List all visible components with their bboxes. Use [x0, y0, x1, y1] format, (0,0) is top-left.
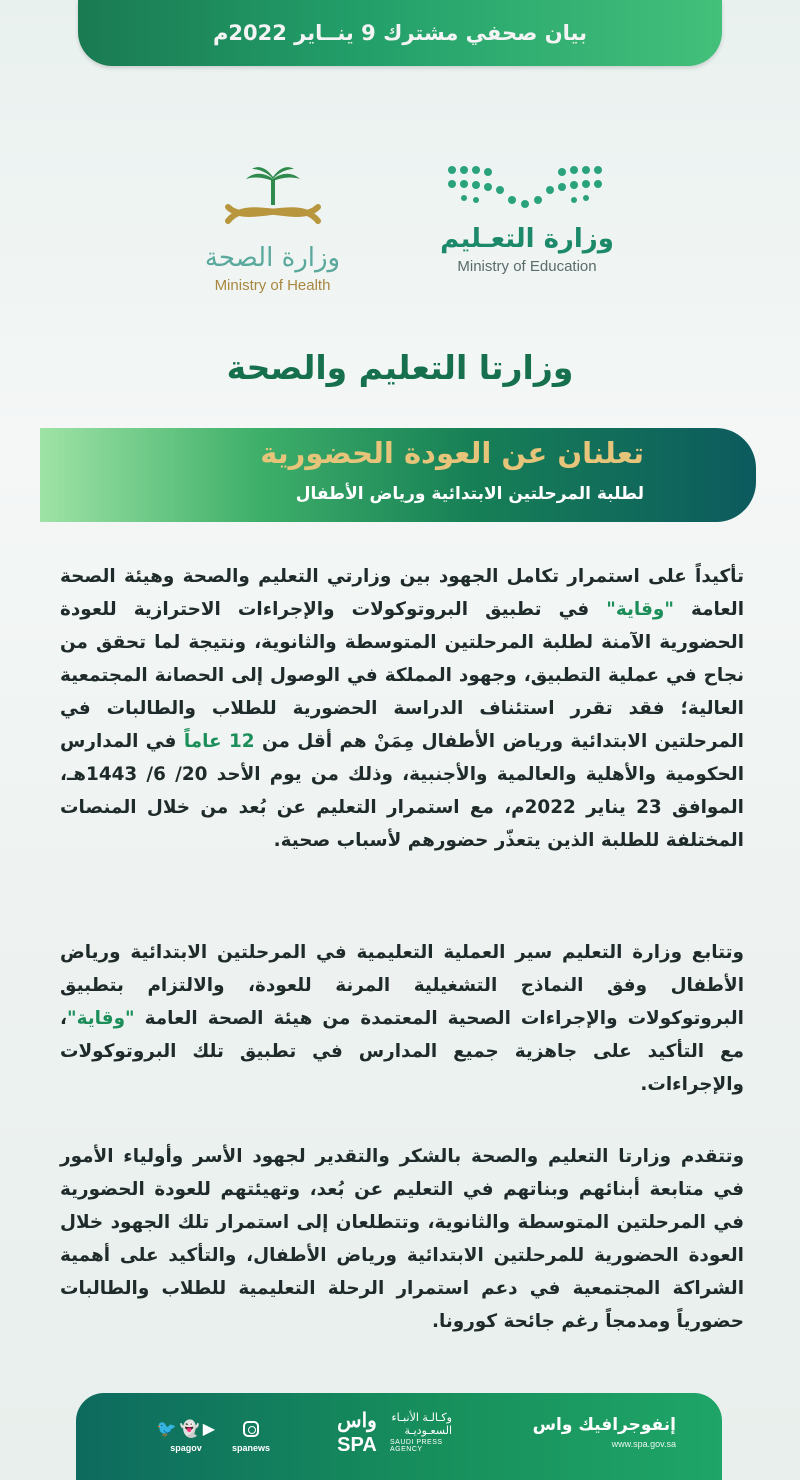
p1-text-a: تأكيداً على استمرار تكامل الجهود بين وزارتي التعليم والصحة وهيئة الصحة العامة	[60, 566, 745, 620]
footer-bar	[76, 1393, 722, 1480]
page-title: وزارتا التعليم والصحة	[226, 348, 574, 387]
date-banner	[78, 0, 722, 66]
social-spagov[interactable]	[156, 1419, 216, 1453]
footer-info	[533, 1415, 676, 1449]
paragraph-3: وتتقدم وزارتا التعليم والصحة بالشكر والتقدير لجهود الأسر وأولياء الأمور في متابعة أبنائهم وبناتهم في التعليم عن بُعد، وتهيئتهم للعودة الحضورية في المرحلتين المتوسطة والثانوية، وتتطلعان إلى استمرار تلك الجهود خلال العودة الحضورية للمرحلتين الابتدائية ورياض الأطفال، والتأكيد على أهمية الشراكة المجتمعية في دعم استمرار الرحلة التعليمية للطلاب والطالبات حضورياً ومدمجاً رغم جائحة كورونا.	[60, 1146, 744, 1332]
spa-logo	[332, 1409, 452, 1461]
agency-name-arabic: وكـالـة الأنبـاء السعـوديـة	[391, 1411, 452, 1437]
social-spanews-label: spanews	[231, 1443, 271, 1453]
p2-text-b: ، مع التأكيد على جاهزية جميع المدارس في تطبيق تلك البروتوكولات والإجراءات.	[60, 1008, 744, 1095]
education-logo-english: Ministry of Education	[457, 258, 597, 275]
infographic-label: إنفوجرافيك واس	[532, 1415, 676, 1435]
headline-banner	[40, 428, 756, 522]
headline-sub: لطلبة المرحلتين الابتدائية ورياض الأطفال	[295, 484, 644, 504]
snapchat-icon: 👻	[179, 1419, 200, 1438]
youtube-icon: ▶	[202, 1419, 216, 1438]
palm-swords-icon	[218, 165, 328, 235]
headline-main: تعلنان عن العودة الحضورية	[260, 436, 644, 470]
date-line: بيان صحفي مشترك 9 ينــاير 2022م	[213, 21, 588, 45]
p1-text-c: في المدارس الحكومية والأهلية والعالمية والأجنبية، وذلك من يوم الأحد 20/ 6/ 1443هـ، الموافق 23 يناير 2022م، مع استمرار التعليم عن بُعد من خلال المنصات المختلفة للطلبة الذين يتعذّر حضورهم لأسباب صحية.	[60, 731, 745, 851]
website-link[interactable]: www.spa.gov.sa	[611, 1439, 676, 1449]
p2-text-a: وتتابع وزارة التعليم سير العملية التعليمية في المرحلتين الابتدائية ورياض الأطفال وفق النماذج التشغيلية المرنة للعودة، والالتزام بتطبيق البروتوكولات والإجراءات الصحية المعتمدة من هيئة الصحة العامة	[60, 942, 744, 1029]
ministry-of-health-logo	[190, 165, 355, 294]
p2-wiqaya: "وقاية"	[67, 1008, 135, 1029]
social-spagov-label: spagov	[170, 1443, 202, 1453]
health-logo-arabic: وزارة الصحة	[204, 243, 341, 273]
education-dots-icon	[442, 160, 612, 216]
spa-logo-mark: واس SPA	[337, 1410, 377, 1456]
p1-wiqaya: "وقاية"	[606, 599, 674, 620]
paragraph-2	[60, 936, 744, 1101]
instagram-icon	[243, 1421, 259, 1437]
health-logo-english: Ministry of Health	[214, 277, 331, 294]
p1-text-b: في تطبيق البروتوكولات والإجراءات الاحترازية للعودة الحضورية الآمنة لطلبة المرحلتين المتوسطة والثانوية، ونتيجة لما تحقق من نجاح في عملية التطبيق، وجهود المملكة في الوصول إلى الحصانة المجتمعية العالية؛ فقد تقرر استئناف الدراسة الحضورية للطلاب والطالبات في المرحلتين الابتدائية ورياض الأطفال مِمَنْ هم أقل من	[60, 599, 744, 752]
twitter-icon: 🐦	[156, 1419, 177, 1438]
social-spanews[interactable]	[226, 1419, 276, 1453]
agency-name-english: SAUDI PRESS AGENCY	[390, 1439, 443, 1453]
paragraph-1	[60, 560, 744, 857]
p1-age-highlight: 12 عاماً	[183, 731, 255, 752]
education-logo-arabic: وزارة التعـليم	[440, 224, 614, 254]
ministry-of-education-logo	[392, 160, 662, 275]
